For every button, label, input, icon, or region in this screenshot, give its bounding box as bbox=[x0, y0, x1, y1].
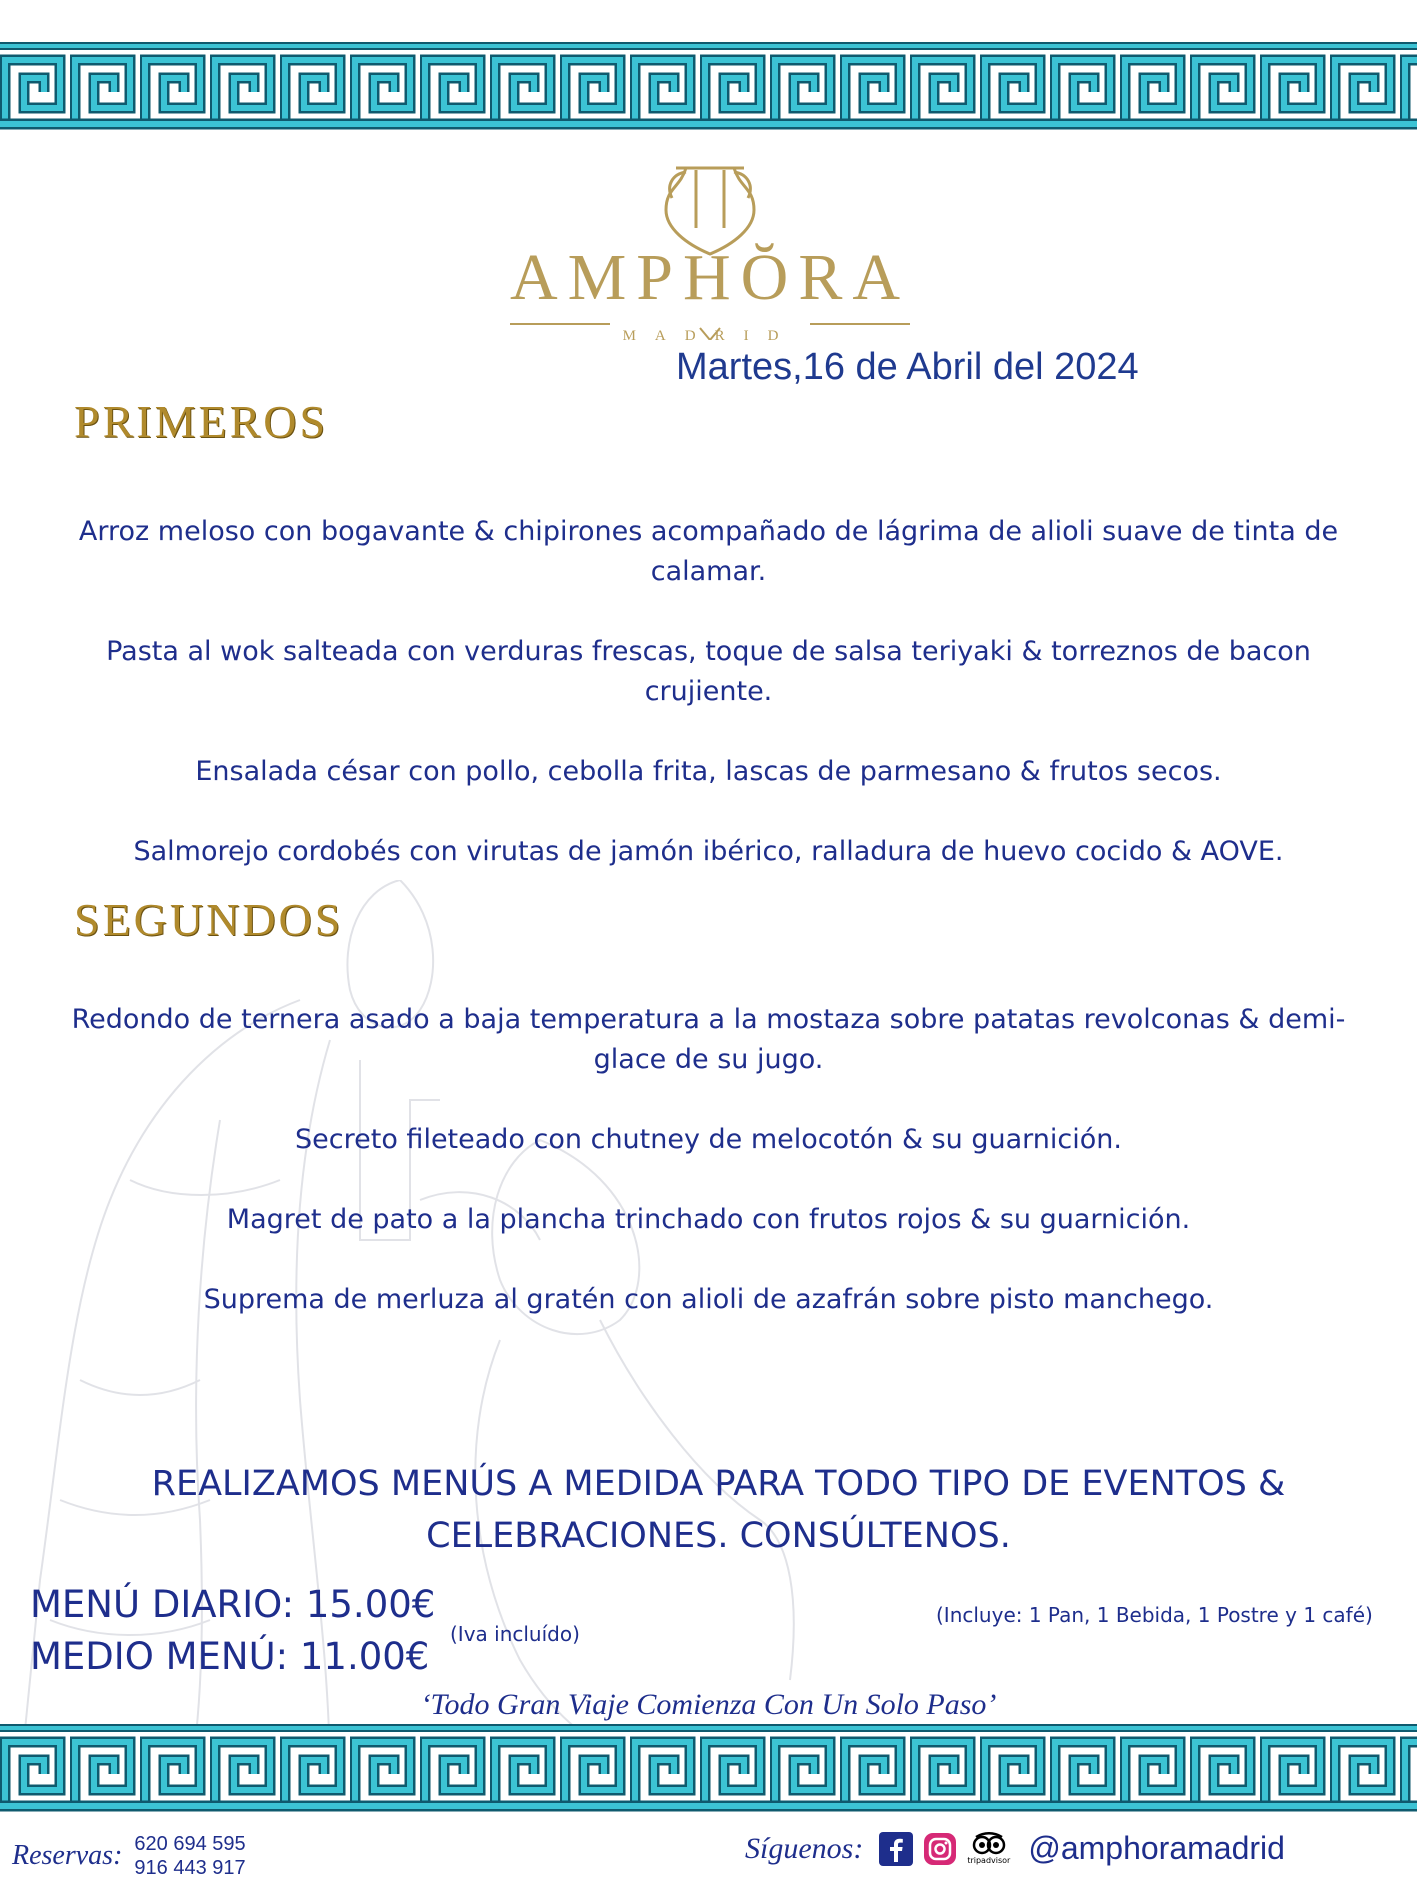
menu-diario-price: MENÚ DIARIO: 15.00€ bbox=[30, 1583, 436, 1626]
tripadvisor-link[interactable] bbox=[967, 1832, 1010, 1865]
logo-wordmark: AMPHŎRA bbox=[509, 241, 911, 314]
segundos-dish-1: Redondo de ternera asado a baja temperatura a la mostaza sobre patatas revolconas & demi-glace de su jugo. bbox=[71, 1004, 1346, 1075]
segundos-title: SEGUNDOS bbox=[74, 894, 344, 945]
phone-1[interactable]: 620 694 595 bbox=[134, 1833, 246, 1855]
medio-menu-price: MEDIO MENÚ: 11.00€ bbox=[30, 1635, 430, 1678]
iva-note: (Iva incluído) bbox=[450, 1622, 580, 1646]
segundos-dish-2: Secreto fileteado con chutney de melocotón & su guarnición. bbox=[295, 1124, 1122, 1155]
siguenos-label: Síguenos: bbox=[745, 1831, 864, 1865]
events-notice: REALIZAMOS MENÚS A MEDIDA PARA TODO TIPO DE EVENTOS & CELEBRACIONES. CONSÚLTENOS. bbox=[151, 1464, 1286, 1556]
instagram-handle[interactable]: @amphoramadrid bbox=[1028, 1830, 1285, 1866]
segundos-dish-4: Suprema de merluza al gratén con alioli de azafrán sobre pisto manchego. bbox=[203, 1284, 1214, 1315]
tripadvisor-icon bbox=[972, 1832, 1006, 1856]
primeros-dish-1: Arroz meloso con bogavante & chipirones acompañado de lágrima de alioli suave de tinta de calamar. bbox=[78, 516, 1339, 587]
primeros-dish-3: Ensalada césar con pollo, cebolla frita, lascas de parmesano & frutos secos. bbox=[195, 756, 1222, 787]
bottom-greek-border bbox=[0, 1718, 1417, 1818]
phone-2[interactable]: 916 443 917 bbox=[134, 1857, 246, 1879]
primeros-dish-4: Salmorejo cordobés con virutas de jamón ibérico, ralladura de huevo cocido & AOVE. bbox=[133, 836, 1284, 867]
menu-date: Martes,16 de Abril del 2024 bbox=[676, 346, 1139, 388]
facebook-icon[interactable] bbox=[879, 1832, 913, 1866]
logo-subtitle: MADRID bbox=[622, 328, 798, 344]
price-block bbox=[30, 1579, 435, 1683]
top-greek-border bbox=[0, 36, 1417, 136]
reservas-label: Reservas: bbox=[12, 1840, 123, 1871]
primeros-dish-2: Pasta al wok salteada con verduras frescas, toque de salsa teriyaki & torreznos de bacon crujiente. bbox=[106, 636, 1311, 707]
social-links bbox=[745, 1830, 1285, 1867]
instagram-icon[interactable] bbox=[923, 1832, 957, 1866]
tripadvisor-label: tripadvisor bbox=[967, 1856, 1011, 1865]
includes-note: (Incluye: 1 Pan, 1 Bebida, 1 Postre y 1 café) bbox=[936, 1603, 1373, 1627]
motto-quote: ‘Todo Gran Viaje Comienza Con Un Solo Paso’ bbox=[420, 1688, 997, 1721]
primeros-title: PRIMEROS bbox=[74, 396, 329, 447]
amphora-logo bbox=[500, 158, 920, 344]
reservations bbox=[12, 1832, 246, 1880]
segundos-dish-3: Magret de pato a la plancha trinchado con frutos rojos & su guarnición. bbox=[226, 1204, 1191, 1235]
phone-numbers bbox=[134, 1832, 245, 1880]
